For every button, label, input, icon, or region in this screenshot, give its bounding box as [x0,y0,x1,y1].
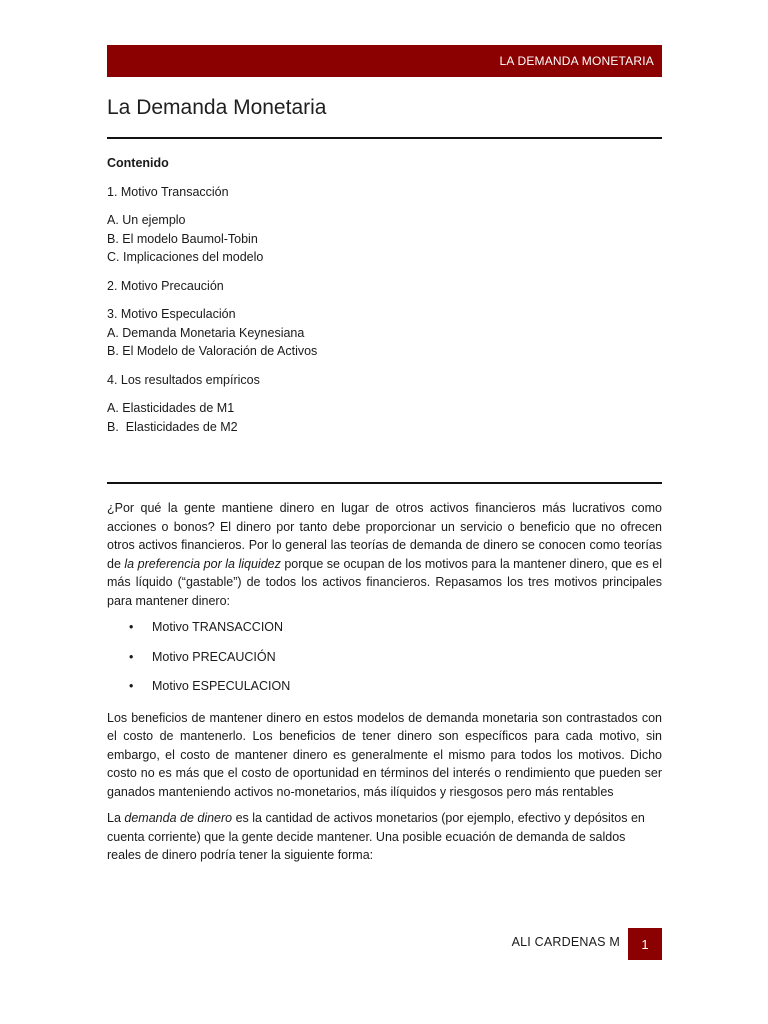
money-demand-text-1: La [107,811,125,825]
toc-section-1a: A. Un ejemplo [107,213,186,227]
intro-text-2: porque se ocupan de los motivos para la mantener dinero, que es el más líquido (“gastable”) de todos los activos financieros. Repasamos los tres motivos principales para mantener dinero: [107,556,662,608]
list-item-label: Motivo ESPECULACION [152,679,291,693]
list-item-label: Motivo TRANSACCION [152,620,284,634]
bullet-icon: • [129,649,134,664]
running-header [107,45,662,77]
toc-heading: Contenido [107,156,169,170]
toc-section-3: 3. Motivo Especulación [107,307,236,321]
money-demand-paragraph [107,809,662,865]
list-item [107,648,662,678]
intro-paragraph [107,499,662,610]
page-number: 1 [641,936,649,952]
list-item [107,618,662,648]
toc-section-1c: C. Implicaciones del modelo [107,250,264,264]
running-header-label: LA DEMANDA MONETARIA [499,54,654,68]
toc-divider [107,482,662,484]
table-of-contents [107,154,662,436]
page-title: La Demanda Monetaria [107,96,327,119]
toc-section-3a: A. Demanda Monetaria Keynesiana [107,325,305,340]
money-demand-text-2: es la cantidad de activos monetarios (por ejemplo, efectivo y depósitos en cuenta corriente) que la gente decide mantener. Una posible ecuación de demanda de saldos reales de dinero podría tener la siguiente forma: [107,811,645,862]
toc-section-1b: B. El modelo Baumol-Tobin [107,231,258,246]
page-number-badge [628,928,662,960]
benefits-paragraph: Los beneficios de mantener dinero en estos modelos de demanda monetaria son contrastados con el costo de mantenerlo. Los beneficios de tener dinero son específicos para cada motivo, sin embargo, el costo de mantener dinero es generalmente el mismo para todos los motivos. Dicho costo no es más que el costo de oportunidad en términos del interés o rendimiento que pueden ser ganados manteniendo activos no-monetarios, más ilíquidos y riesgosos pero más rentables [107,710,662,799]
intro-text-1: ¿Por qué la gente mantiene dinero en lugar de otros activos financieros más lucrativos como acciones o bonos? El dinero por tanto debe proporcionar un servicio o beneficio que no ofrecen otros activos financieros. Por lo general las teorías de demanda de dinero se conocen como teorías de [107,501,662,571]
bullet-icon: • [129,620,134,634]
toc-section-4: 4. Los resultados empíricos [107,372,260,387]
toc-section-2: 2. Motivo Precaución [107,278,224,293]
title-divider [107,137,662,139]
list-item-label: Motivo PRECAUCIÓN [152,649,276,664]
document-body [107,499,662,865]
toc-section-4b: B. Elasticidades de M2 [107,419,238,434]
bullet-icon: • [129,679,134,693]
money-demand-emphasis: demanda de dinero [124,811,233,825]
footer-author: ALI CARDENAS M [511,935,620,949]
motives-list [107,618,662,707]
toc-section-4a: A. Elasticidades de M1 [107,401,235,415]
toc-section-1: 1. Motivo Transacción [107,184,229,199]
toc-section-3b: B. El Modelo de Valoración de Activos [107,344,318,358]
intro-emphasis: la preferencia por la liquidez [124,556,281,571]
list-item [107,677,662,707]
